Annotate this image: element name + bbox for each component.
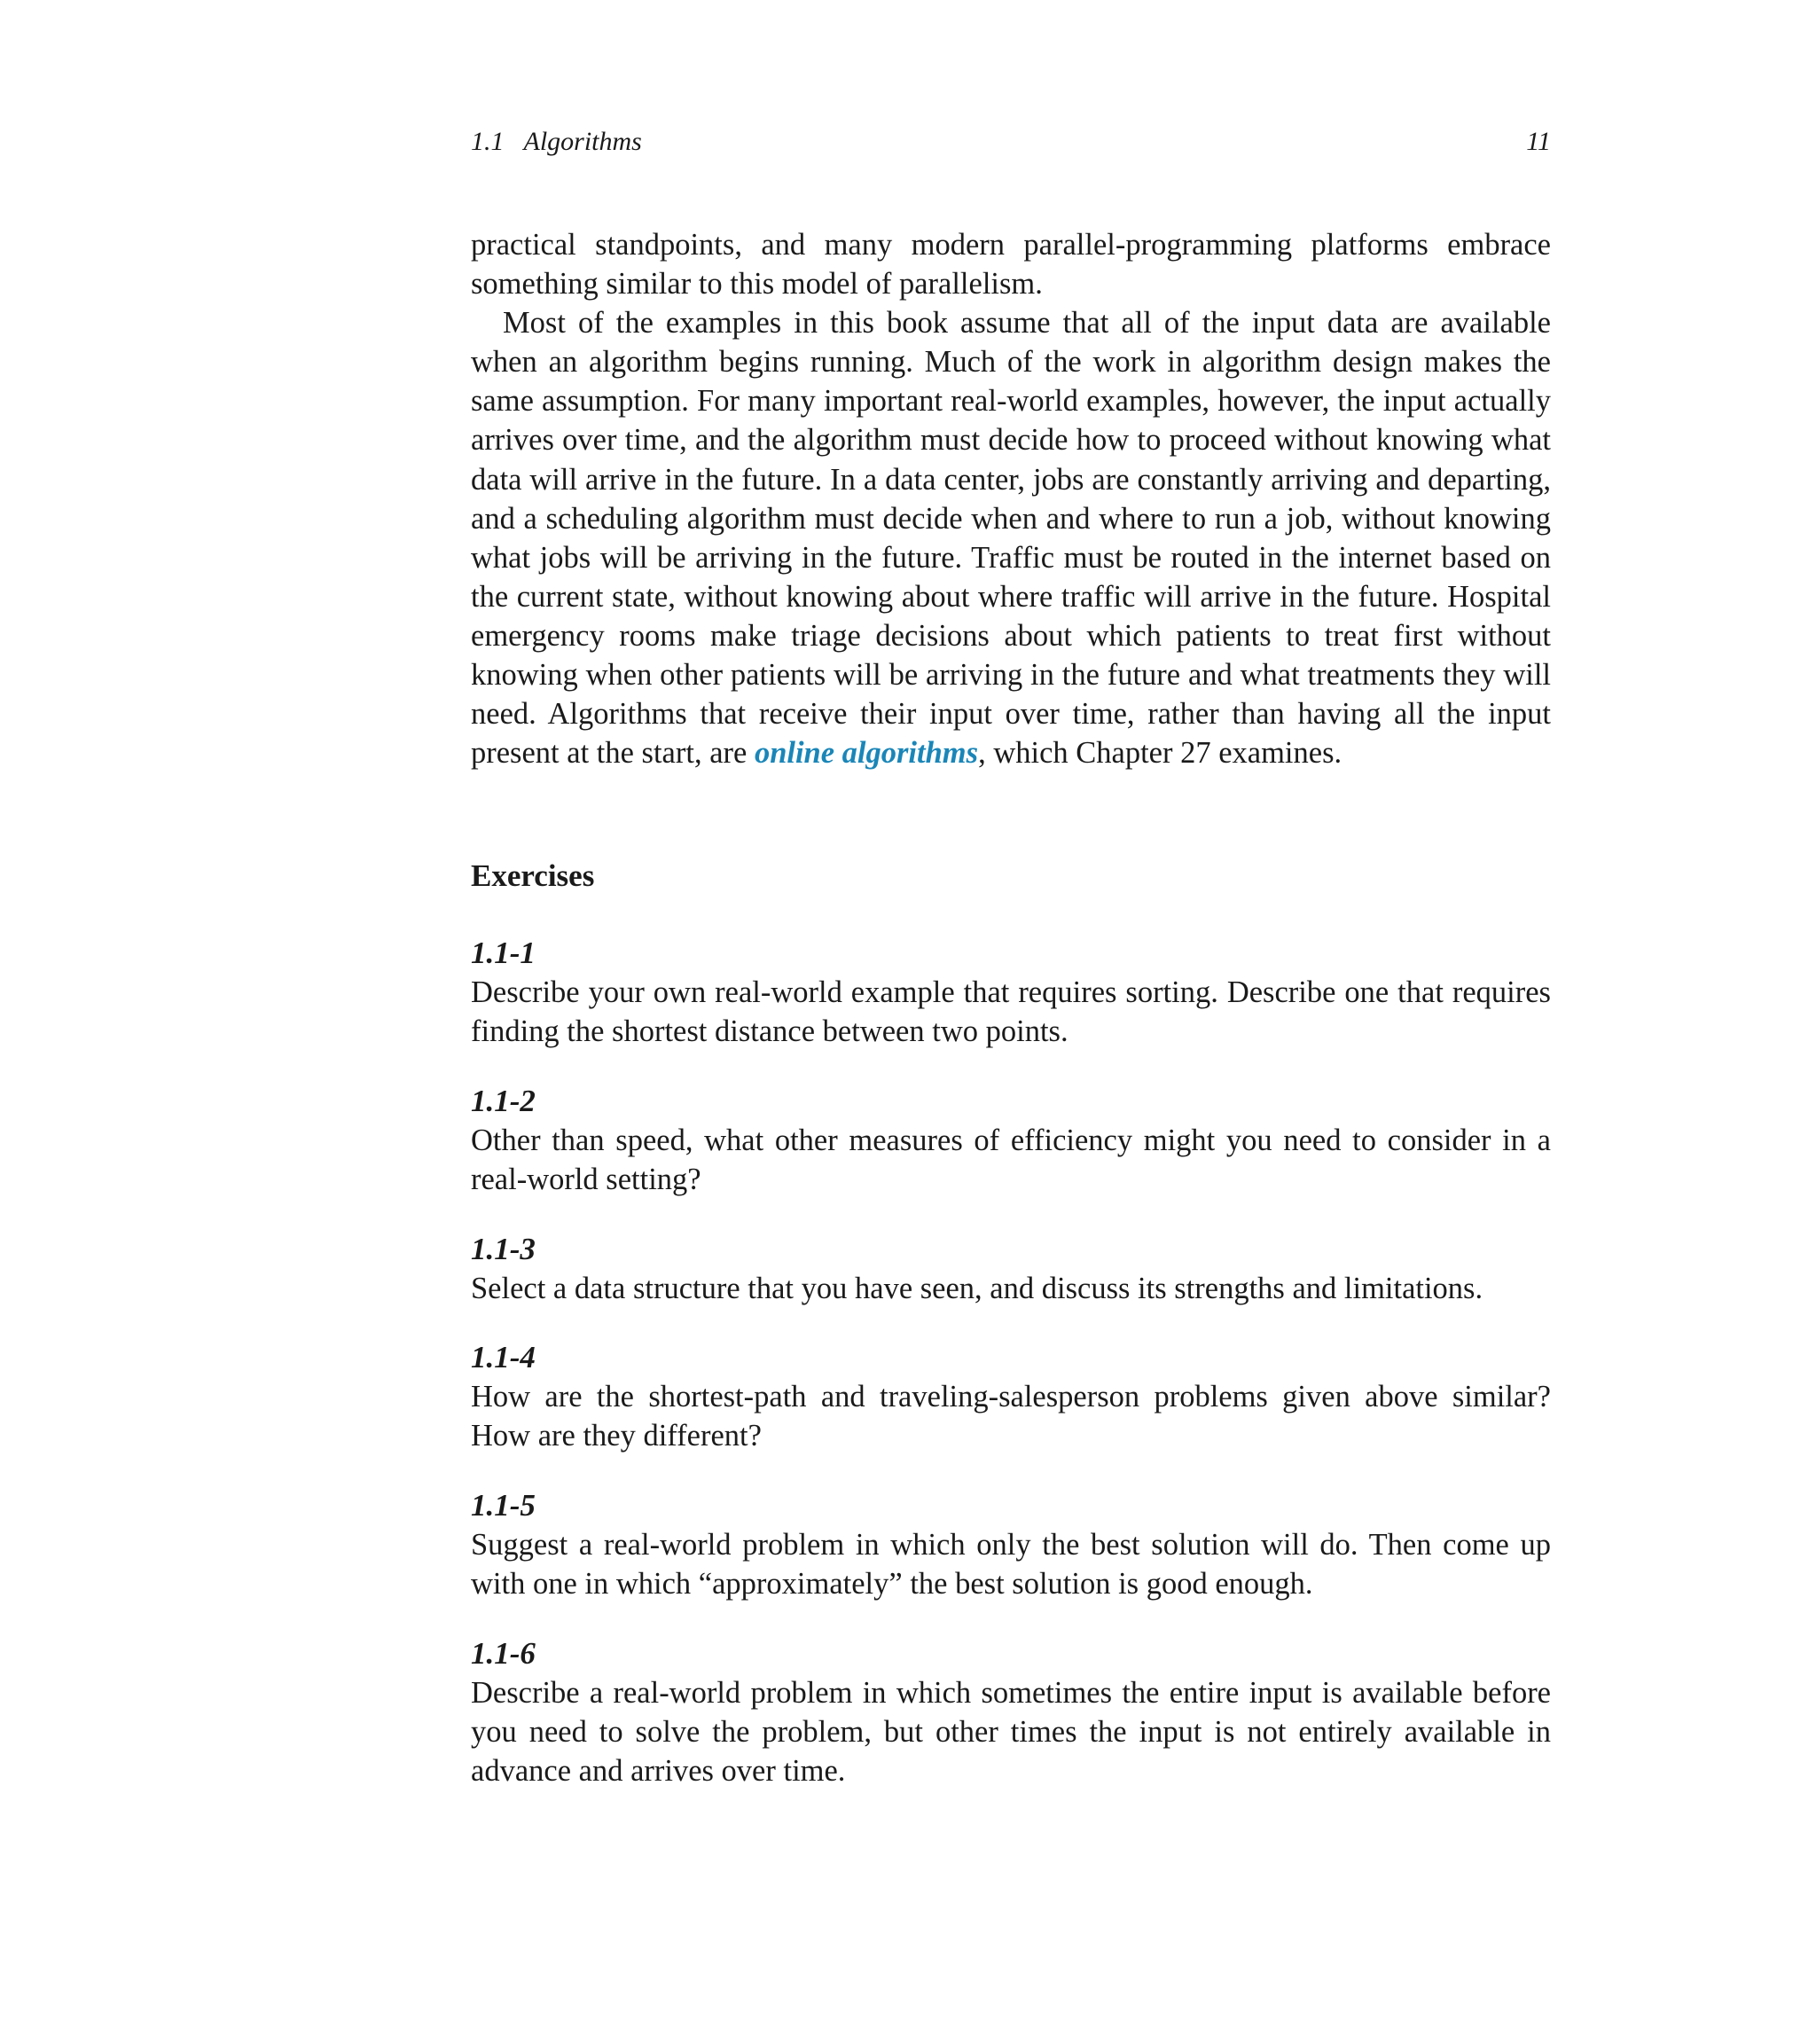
exercise-text: Select a data structure that you have seen, and discuss its strengths and limitations.	[471, 1272, 1483, 1306]
exercise-number: 1.1-2	[471, 1084, 536, 1118]
body-text	[471, 225, 1551, 772]
section-number: 1.1	[471, 127, 505, 156]
paragraph: practical standpoints, and many modern parallel-programming platforms embrace something similar to this model of parallelism.	[471, 228, 1551, 302]
exercise-1-1-2	[471, 1082, 1551, 1199]
exercise-1-1-1	[471, 934, 1551, 1051]
exercise-text: How are the shortest-path and traveling-salesperson problems given above similar? How are they different?	[471, 1380, 1551, 1453]
exercise-number: 1.1-5	[471, 1488, 536, 1523]
exercise-number: 1.1-6	[471, 1636, 536, 1671]
section-title: Algorithms	[523, 127, 642, 156]
exercises-heading: Exercises	[471, 858, 595, 893]
paragraph-text: , which Chapter 27 examines.	[978, 736, 1342, 771]
paragraph-text: Most of the examples in this book assume that all of the input data are available when an algorithm begins running. Much of the work in algorithm design makes the same assumption. For many important real-world examples, however, the input actually arrives over time, and the algorithm must decide how to proceed without knowing what data will arrive in the future. In a data center, jobs are constantly arriving and departing, and a scheduling algorithm must decide when and where to run a job, without knowing what jobs will be arriving in the future. Traffic must be routed in the internet based on the current state, without knowing about where traffic will arrive in the future. Hospital emergency rooms make triage decisions about which patients to treat first without knowing when other patients will be arriving in the future and what treatments they will need. Algorithms that receive their input over time, rather than having all the input present at the start, are	[471, 306, 1551, 771]
running-head-section	[471, 124, 642, 160]
exercise-1-1-5	[471, 1486, 1551, 1603]
exercise-1-1-6	[471, 1634, 1551, 1790]
page-number: 11	[1526, 127, 1551, 156]
exercise-text: Suggest a real-world problem in which only the best solution will do. Then come up with one in which “approximately” the best solution is good enough.	[471, 1528, 1551, 1602]
exercise-1-1-4	[471, 1338, 1551, 1455]
exercise-number: 1.1-4	[471, 1340, 536, 1374]
paragraph	[471, 303, 1551, 772]
exercise-text: Describe your own real-world example that requires sorting. Describe one that requires finding the shortest distance between two points.	[471, 975, 1551, 1049]
exercise-number: 1.1-1	[471, 936, 536, 970]
exercise-1-1-3	[471, 1230, 1551, 1308]
exercise-number: 1.1-3	[471, 1232, 536, 1266]
key-term: online algorithms	[754, 736, 979, 771]
exercise-text: Other than speed, what other measures of efficiency might you need to consider in a real-world setting?	[471, 1124, 1551, 1197]
exercise-text: Describe a real-world problem in which sometimes the entire input is available before you need to solve the problem, but other times the input is not entirely available in advance and arrives over time.	[471, 1676, 1551, 1789]
